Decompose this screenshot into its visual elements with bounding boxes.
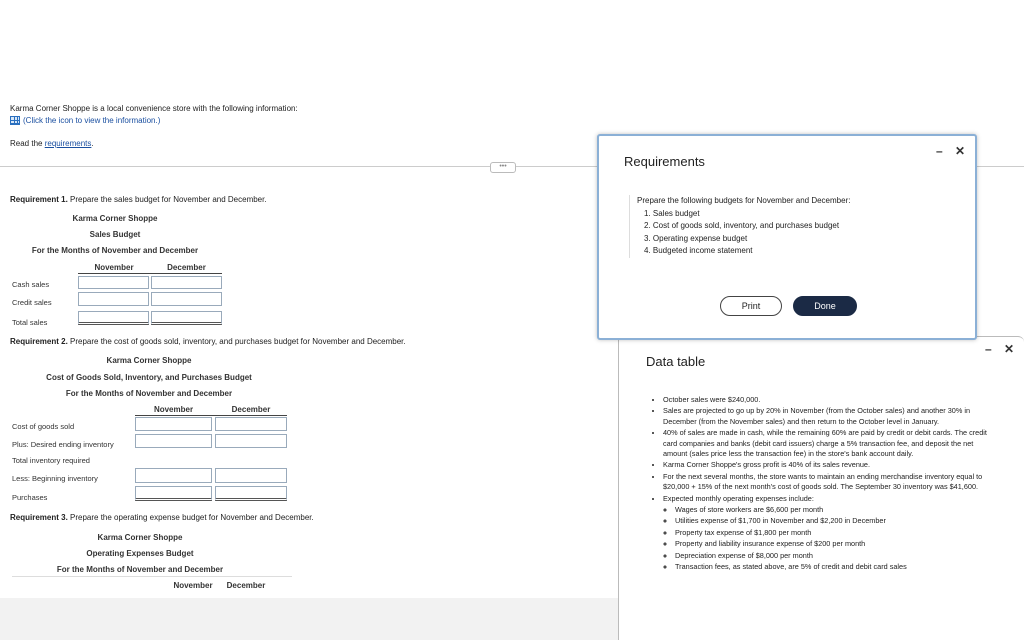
expand-dots-button[interactable]: ••• <box>490 162 516 173</box>
beg-inv-dec-input[interactable] <box>215 468 287 483</box>
list-item: • October sales were $240,000. <box>663 395 989 405</box>
purchases-dec-input[interactable] <box>215 486 287 501</box>
cash-sales-nov-input[interactable] <box>78 276 149 289</box>
requirements-dialog <box>597 134 977 340</box>
list-item: • Sales are projected to go up by 20% in November (from the October sales) and another 30% in December (from the November sales) and then return to the October level in January. <box>663 406 989 427</box>
req3-period: For the Months of November and December <box>56 565 224 574</box>
print-button[interactable]: Print <box>720 296 782 316</box>
req2-company: Karma Corner Shoppe <box>106 356 192 365</box>
list-item: ◦ Property tax expense of $1,800 per month <box>675 528 989 538</box>
beg-inv-nov-input[interactable] <box>135 468 212 483</box>
req3-title: Operating Expenses Budget <box>86 549 194 558</box>
req3-col-november: November <box>173 581 213 590</box>
req1-period: For the Months of November and December <box>31 246 199 255</box>
row-beginning-inventory: Less: Beginning inventory <box>12 474 98 483</box>
list-item: • Karma Corner Shoppe's gross profit is 40% of its sales revenue. <box>663 460 989 470</box>
list-item: 4. Budgeted income statement <box>644 246 753 255</box>
req3-heading: Requirement 3. Prepare the operating expense budget for November and December. <box>10 513 314 522</box>
list-item: ◦ Wages of store workers are $6,600 per month <box>675 505 989 515</box>
minimize-icon[interactable]: – <box>936 144 943 158</box>
requirements-list <box>629 195 937 258</box>
table-grid-icon[interactable] <box>10 116 20 125</box>
footer-area <box>0 598 618 640</box>
req1-col-november: November <box>94 263 134 272</box>
intro-text: Karma Corner Shoppe is a local convenience store with the following information: <box>10 104 298 113</box>
req2-col-december: December <box>231 405 271 414</box>
req3-col-december: December <box>226 581 266 590</box>
req2-period: For the Months of November and December <box>65 389 233 398</box>
req2-col-november: November <box>153 405 194 414</box>
req2-heading: Requirement 2. Prepare the cost of goods sold, inventory, and purchases budget for November and December. <box>10 337 406 346</box>
req2-title: Cost of Goods Sold, Inventory, and Purchases Budget <box>46 373 252 382</box>
total-sales-dec-input[interactable] <box>151 311 222 325</box>
row-cash-sales: Cash sales <box>12 280 50 289</box>
list-item: • Expected monthly operating expenses include: ◦ Wages of store workers are $6,600 per month ◦ Utilities expense of $1,700 in November and $2,200 in December ◦ Property tax expense of $1,800 per month ◦ Property and liability insurance expense of $200 per month ◦ Depreciation expense of $8,000 per month ◦ Transaction fees, as stated above, are 5% of credit and debit card sales <box>663 494 989 573</box>
close-icon[interactable]: ✕ <box>1004 342 1015 356</box>
close-icon[interactable]: ✕ <box>955 144 966 158</box>
req1-col-december: December <box>167 263 206 272</box>
requirements-intro: Prepare the following budgets for November and December: <box>637 196 851 205</box>
req3-company: Karma Corner Shoppe <box>97 533 183 542</box>
data-table-panel <box>618 336 1024 640</box>
cogs-nov-input[interactable] <box>135 417 212 431</box>
ending-inv-nov-input[interactable] <box>135 434 212 448</box>
cash-sales-dec-input[interactable] <box>151 276 222 289</box>
list-item: ◦ Property and liability insurance expense of $200 per month <box>675 539 989 549</box>
list-item: ◦ Transaction fees, as stated above, are 5% of credit and debit card sales <box>675 562 989 572</box>
cogs-dec-input[interactable] <box>215 417 287 431</box>
info-link-label[interactable]: (Click the icon to view the information.) <box>23 116 161 125</box>
total-sales-nov-input[interactable] <box>78 311 149 325</box>
list-item: 1. Sales budget <box>644 208 700 218</box>
credit-sales-nov-input[interactable] <box>78 292 149 306</box>
info-link[interactable] <box>10 116 160 125</box>
data-table-title: Data table <box>646 354 706 369</box>
list-item: • 40% of sales are made in cash, while the remaining 60% are paid by credit or debit cards. The credit card companies and banks (debit card issuers) charge a 5% transaction fee, and deposit the net amount (sales price less the transaction fee) in the store's bank account daily. <box>663 428 989 459</box>
purchases-nov-input[interactable] <box>135 486 212 501</box>
header-rule <box>78 273 222 274</box>
row-credit-sales: Credit sales <box>12 298 52 307</box>
row-cogs: Cost of goods sold <box>12 422 75 431</box>
req1-title: Sales Budget <box>89 230 141 239</box>
read-requirements: Read the requirements. <box>10 139 94 148</box>
ending-inv-dec-input[interactable] <box>215 434 287 448</box>
list-item: 3. Operating expense budget <box>644 233 748 243</box>
list-item: • For the next several months, the store wants to maintain an ending merchandise inventory equal to $20,000 + 15% of the next month's cost of goods sold. The September 30 inventory was $41,600. <box>663 472 989 493</box>
row-desired-ending-inventory: Plus: Desired ending inventory <box>12 440 114 449</box>
requirements-link[interactable]: requirements <box>44 139 92 148</box>
row-total-inventory: Total inventory required <box>12 456 90 465</box>
header-rule <box>135 415 287 416</box>
list-item: ◦ Depreciation expense of $8,000 per month <box>675 551 989 561</box>
list-item: 2. Cost of goods sold, inventory, and purchases budget <box>644 221 840 230</box>
row-total-sales: Total sales <box>12 318 48 327</box>
row-purchases: Purchases <box>12 493 48 502</box>
credit-sales-dec-input[interactable] <box>151 292 222 306</box>
minimize-icon[interactable]: – <box>985 342 992 356</box>
done-button[interactable]: Done <box>793 296 857 316</box>
header-rule <box>12 576 292 577</box>
data-list <box>649 395 989 574</box>
requirements-title: Requirements <box>624 154 705 169</box>
list-item: ◦ Utilities expense of $1,700 in November and $2,200 in December <box>675 516 989 526</box>
req1-heading: Requirement 1. Prepare the sales budget for November and December. <box>10 195 267 204</box>
req1-company: Karma Corner Shoppe <box>72 214 158 223</box>
